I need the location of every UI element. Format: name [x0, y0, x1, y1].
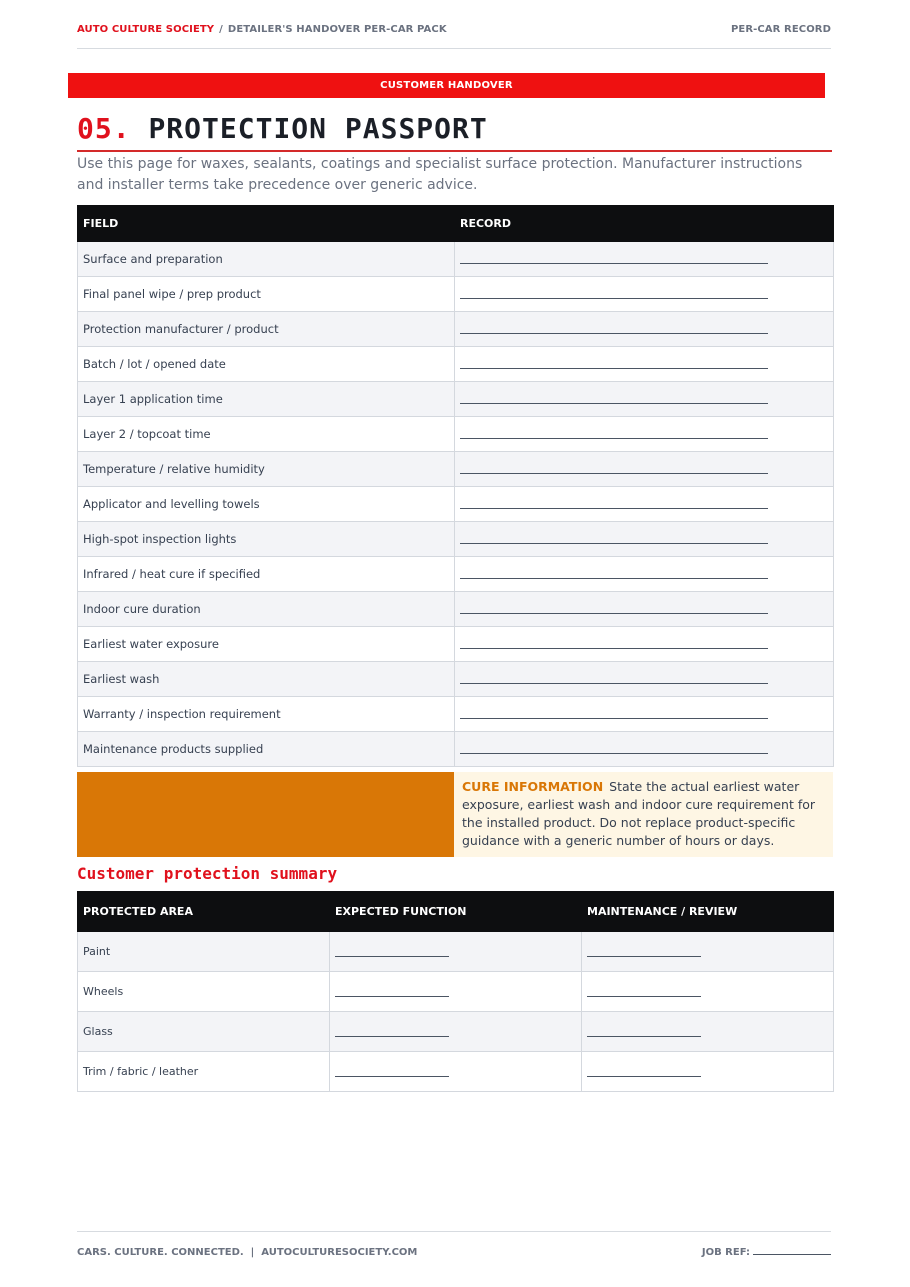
table-row — [78, 487, 834, 522]
fill-in-line — [460, 356, 768, 369]
table-row — [78, 417, 834, 452]
protection-summary-table — [77, 891, 834, 1092]
record-entry[interactable] — [455, 662, 834, 697]
area-label: Trim / fabric / leather — [78, 1052, 330, 1092]
customer-handover-banner: CUSTOMER HANDOVER — [68, 73, 825, 98]
maintenance-entry[interactable] — [582, 1052, 834, 1092]
record-entry[interactable] — [455, 487, 834, 522]
field-label: Warranty / inspection requirement — [78, 697, 455, 732]
column-header-field: FIELD — [78, 206, 455, 242]
fill-in-line — [587, 1064, 701, 1077]
fill-in-line — [460, 566, 768, 579]
function-entry[interactable] — [330, 972, 582, 1012]
fill-in-line — [460, 531, 768, 544]
job-ref-label: JOB REF: — [701, 1247, 750, 1258]
table-row — [78, 732, 834, 767]
record-entry[interactable] — [455, 382, 834, 417]
field-label: Infrared / heat cure if specified — [78, 557, 455, 592]
column-header-protected-area: PROTECTED AREA — [78, 892, 330, 932]
callout-color-block — [77, 772, 454, 857]
table-row — [78, 242, 834, 277]
record-entry[interactable] — [455, 452, 834, 487]
table-row — [78, 382, 834, 417]
area-label: Wheels — [78, 972, 330, 1012]
table-header-row — [78, 206, 834, 242]
fill-in-line — [460, 391, 768, 404]
maintenance-entry[interactable] — [582, 972, 834, 1012]
field-label: High-spot inspection lights — [78, 522, 455, 557]
field-label: Indoor cure duration — [78, 592, 455, 627]
intro-text: Use this page for waxes, sealants, coatings and specialist surface protection. Manufacturer instructions and installer terms take precedence over generic advice. — [77, 156, 803, 193]
column-header-expected-function: EXPECTED FUNCTION — [330, 892, 582, 932]
area-label: Paint — [78, 932, 330, 972]
function-entry[interactable] — [330, 1052, 582, 1092]
record-entry[interactable] — [455, 312, 834, 347]
fill-in-line — [460, 496, 768, 509]
field-label: Earliest water exposure — [78, 627, 455, 662]
table-row — [78, 452, 834, 487]
field-label: Layer 1 application time — [78, 382, 455, 417]
record-entry[interactable] — [455, 557, 834, 592]
table-row — [78, 277, 834, 312]
record-type-label: PER-CAR RECORD — [730, 24, 831, 35]
table-row — [78, 347, 834, 382]
record-entry[interactable] — [455, 592, 834, 627]
fill-in-line — [460, 706, 768, 719]
maintenance-entry[interactable] — [582, 1012, 834, 1052]
table-row — [78, 1052, 834, 1092]
fill-in-line — [460, 251, 768, 264]
record-entry[interactable] — [455, 627, 834, 662]
record-entry[interactable] — [455, 277, 834, 312]
field-label: Earliest wash — [78, 662, 455, 697]
record-entry[interactable] — [455, 242, 834, 277]
record-entry[interactable] — [455, 732, 834, 767]
section-title: PROTECTION PASSPORT — [148, 111, 488, 145]
record-entry[interactable] — [455, 347, 834, 382]
protection-record-table — [77, 205, 834, 767]
field-label: Batch / lot / opened date — [78, 347, 455, 382]
fill-in-line — [587, 1024, 701, 1037]
table-row — [78, 932, 834, 972]
section-number: 05. — [77, 111, 131, 145]
table-row — [78, 557, 834, 592]
table-row — [78, 312, 834, 347]
fill-in-line — [460, 636, 768, 649]
function-entry[interactable] — [330, 1012, 582, 1052]
job-ref — [702, 1245, 831, 1258]
field-label: Surface and preparation — [78, 242, 455, 277]
table-row — [78, 627, 834, 662]
column-header-record: RECORD — [455, 206, 834, 242]
header-separator: / — [219, 24, 223, 35]
fill-in-line — [335, 1024, 449, 1037]
page-footer — [77, 1231, 831, 1258]
field-label: Protection manufacturer / product — [78, 312, 455, 347]
callout-body: State the actual earliest water exposure, earliest wash and indoor cure requirement for the installed product. Do not replace product-specific guidance with a generic number of hours or days. — [462, 779, 816, 848]
field-label: Maintenance products supplied — [78, 732, 455, 767]
page-header — [77, 24, 831, 49]
table-row — [78, 1012, 834, 1052]
table-row — [78, 972, 834, 1012]
table-row — [78, 697, 834, 732]
fill-in-line — [460, 601, 768, 614]
record-entry[interactable] — [455, 522, 834, 557]
fill-in-line — [335, 984, 449, 997]
fill-in-line — [460, 461, 768, 474]
fill-in-line — [335, 1064, 449, 1077]
fill-in-line — [460, 426, 768, 439]
page-title — [77, 106, 832, 152]
fill-in-line — [460, 671, 768, 684]
table-row — [78, 522, 834, 557]
record-entry[interactable] — [455, 697, 834, 732]
fill-in-line — [460, 321, 768, 334]
header-left — [77, 24, 447, 35]
callout-text-block — [454, 772, 833, 857]
cure-information-callout — [77, 772, 833, 857]
fill-in-line — [587, 944, 701, 957]
record-entry[interactable] — [455, 417, 834, 452]
footer-tagline: CARS. CULTURE. CONNECTED. | AUTOCULTURESOCIETY.COM — [77, 1247, 418, 1258]
field-label: Temperature / relative humidity — [78, 452, 455, 487]
table-header-row — [78, 892, 834, 932]
table-row — [78, 662, 834, 697]
maintenance-entry[interactable] — [582, 932, 834, 972]
pack-name: DETAILER'S HANDOVER PER-CAR PACK — [227, 24, 447, 35]
callout-label: CURE INFORMATION — [462, 779, 604, 794]
table-row — [78, 592, 834, 627]
fill-in-line — [587, 984, 701, 997]
column-header-maintenance-review: MAINTENANCE / REVIEW — [582, 892, 834, 932]
function-entry[interactable] — [330, 932, 582, 972]
field-label: Final panel wipe / prep product — [78, 277, 455, 312]
summary-heading: Customer protection summary — [77, 864, 338, 883]
job-ref-input-line[interactable] — [753, 1245, 831, 1255]
area-label: Glass — [78, 1012, 330, 1052]
brand-name: AUTO CULTURE SOCIETY — [77, 24, 215, 35]
fill-in-line — [460, 286, 768, 299]
fill-in-line — [460, 741, 768, 754]
field-label: Layer 2 / topcoat time — [78, 417, 455, 452]
field-label: Applicator and levelling towels — [78, 487, 455, 522]
fill-in-line — [335, 944, 449, 957]
